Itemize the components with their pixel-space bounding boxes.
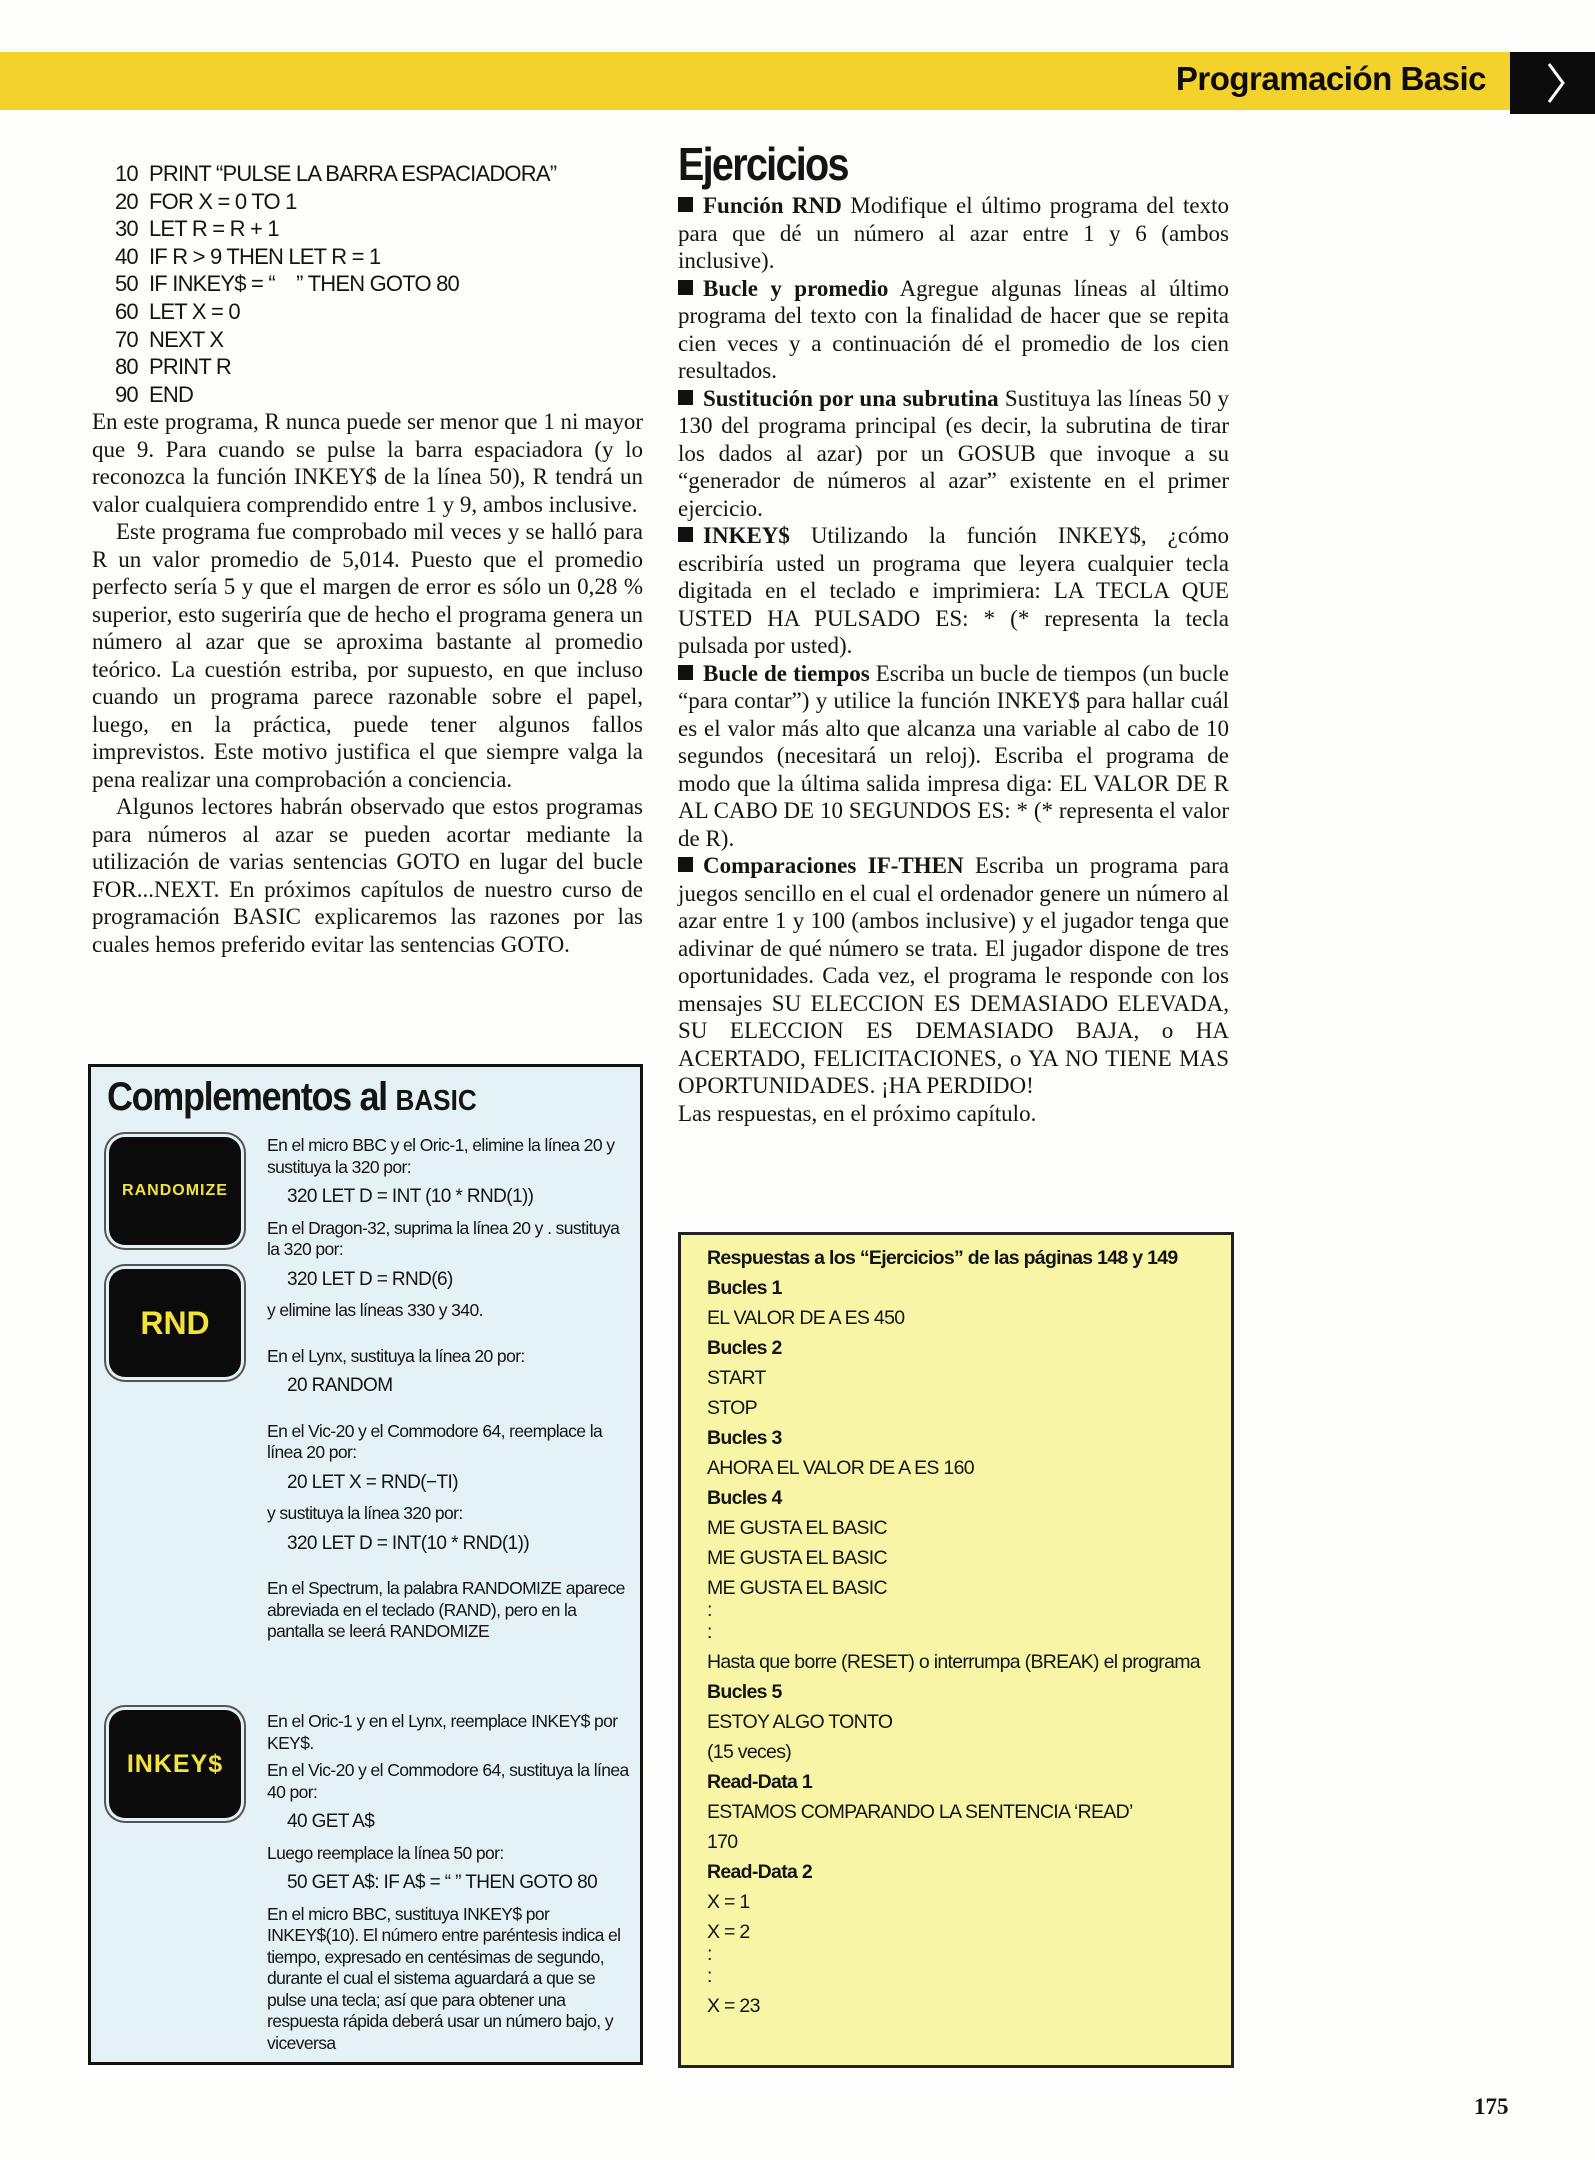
answer-line: (15 veces) — [707, 1741, 792, 1763]
section-title: Programación Basic — [1175, 60, 1486, 97]
randomize-screen-icon: RANDOMIZE — [109, 1137, 241, 1245]
exercise-item — [678, 522, 1229, 660]
instruction-text: En el Dragon-32, suprima la línea 20 y . sustituya la 320 por: — [267, 1217, 620, 1259]
instruction-text: En el Oric-1 y en el Lynx, reemplace INKEY$ por KEY$. — [267, 1711, 618, 1753]
code-line: 320 LET D = INT (10 * RND(1)) — [287, 1186, 534, 1207]
statement: PRINT “PULSE LA BARRA ESPACIADORA” — [149, 161, 557, 186]
answer-line: : — [707, 1943, 712, 1965]
code-line — [115, 160, 643, 188]
complementos-box — [88, 1064, 643, 2065]
exercise-title: Bucle de tiempos — [703, 660, 870, 686]
bullet-square-icon — [678, 527, 693, 542]
complementos-instructions-2 — [267, 1705, 632, 2054]
code-line — [115, 215, 643, 243]
answer-line: : — [707, 1965, 712, 1987]
left-column — [92, 160, 643, 958]
exercise-item — [678, 660, 1229, 853]
answer-line: : — [707, 1599, 712, 1621]
answer-line: X = 2 — [707, 1921, 750, 1943]
paragraph: Este programa fue comprobado mil veces y se halló para R un valor promedio de 5,014. Puesto que el promedio perfecto sería 5 y que el margen de error es sólo un 0,28 % superior, esto sugeriría que de hecho el programa genera un número al azar que se aproxima bastante al promedio teórico. La cuestión estriba, por supuesto, en que incluso cuando un programa parece razonable sobre el papel, luego, en la práctica, puede tener algunos fallos imprevistos. Este motivo justifica el que siempre valga la pena realizar una comprobación a conciencia. — [92, 519, 643, 792]
instruction-text: En el Spectrum, la palabra RANDOMIZE aparece abreviada en el teclado (RAND), pero en la pantalla se leerá RANDOMIZE — [267, 1578, 625, 1641]
instruction-text: En el micro BBC y el Oric-1, elimine la línea 20 y sustituya la 320 por: — [267, 1135, 615, 1177]
code-line — [115, 270, 643, 298]
paragraph: Algunos lectores habrán observado que estos programas para números al azar se pueden acortar mediante la utilización de varias sentencias GOTO en lugar del bucle FOR...NEXT. En próximos capítulos de nuestro curso de programación BASIC explicaremos las razones por las cuales hemos preferido evitar las sentencias GOTO. — [92, 794, 643, 957]
answer-heading: Read-Data 1 — [707, 1771, 813, 1793]
answer-line: ESTOY ALGO TONTO — [707, 1711, 893, 1733]
chevron-right-icon — [1546, 62, 1566, 104]
bullet-square-icon — [678, 197, 693, 212]
paragraph: En este programa, R nunca puede ser menor que 1 ni mayor que 9. Para cuando se pulse la barra espaciadora (y lo reconozca la función INKEY$ de la línea 50), R tendrá un valor cualquiera comprendido entre 1 y 9, ambos inclusive. — [92, 409, 643, 517]
code-line — [115, 188, 643, 216]
exercise-text: Escriba un bucle de tiempos (un bucle “para contar”) y utilice la función INKEY$ para hallar cuál es el valor más alto que alcanza una variable al cabo de 10 segundos (necesitará un reloj). Escriba el programa de modo que la última salida impresa diga: EL VALOR DE R AL CABO DE 10 SEGUNDOS ES: * (* representa el valor de R). — [678, 660, 1229, 851]
exercise-text: Modifique el último programa del texto para que dé un número al azar entre 1 y 6 (ambos inclusive). — [678, 193, 1229, 273]
code-line — [115, 298, 643, 326]
answer-heading: Read-Data 2 — [707, 1861, 813, 1883]
answer-line: ME GUSTA EL BASIC — [707, 1577, 887, 1599]
code-line: 50 GET A$: IF A$ = “ ” THEN GOTO 80 — [287, 1872, 598, 1893]
code-line — [115, 353, 643, 381]
exercise-title: Comparaciones IF-THEN — [703, 853, 964, 878]
exercise-text: Escriba un programa para juegos sencillo en el cual el ordenador genere un número al azar entre 1 y 100 (ambos inclusive) y el jugador tenga que adivinar de qué número se trata. El jugador dispone de tres oportunidades. Cada vez, el programa le responde con los mensajes SU ELECCION ES DEMASIADO ELEVADA, SU ELECCION ES DEMASIADO BAJA, o HA ACERTADO, FELICITACIONES, o YA NO TIENE MAS OPORTUNIDADES. ¡HA PERDIDO! — [678, 853, 1229, 1098]
instruction-text: y elimine las líneas 330 y 340. — [267, 1300, 483, 1320]
code-line: 320 LET D = INT(10 * RND(1)) — [287, 1532, 530, 1554]
statement: IF INKEY$ = “ ” THEN GOTO 80 — [149, 271, 459, 297]
line-number: 80 — [115, 354, 138, 380]
statement: PRINT R — [149, 354, 232, 380]
instruction-text: En el Vic-20 y el Commodore 64, sustituya la línea 40 por: — [267, 1760, 629, 1802]
exercise-text: Agregue algunas líneas al último programa del texto con la finalidad de hacer que se repita cien veces y a continuación dé el promedio de los cien resultados. — [678, 275, 1230, 383]
exercise-item — [678, 385, 1229, 523]
answer-line: STOP — [707, 1397, 757, 1419]
code-line — [115, 326, 643, 354]
complementos-title: Complementos al BASIC — [107, 1075, 477, 1119]
answer-line: X = 23 — [707, 1995, 760, 2017]
exercise-item — [678, 852, 1229, 1100]
code-line: 20 RANDOM — [287, 1375, 393, 1396]
line-number: 70 — [115, 326, 138, 352]
line-number: 90 — [115, 381, 138, 407]
exercise-text: Utilizando la función INKEY$, ¿cómo escribiría usted un programa que leyera cualquier tecla digitada en el teclado e imprimiera: LA TECLA QUE USTED HA PULSADO ES: * (* representa la tecla pulsada por usted). — [678, 523, 1229, 658]
instruction-text: En el Vic-20 y el Commodore 64, reemplace la línea 20 por: — [267, 1420, 603, 1462]
answer-line: : — [707, 1621, 712, 1643]
line-number: 50 — [115, 271, 138, 297]
line-number: 40 — [115, 243, 138, 269]
complementos-instructions-1 — [267, 1129, 632, 1643]
rnd-screen-icon: RND — [109, 1269, 241, 1377]
code-line: 40 GET A$ — [287, 1811, 375, 1832]
answer-line: EL VALOR DE A ES 450 — [707, 1307, 905, 1329]
answer-line: Hasta que borre (RESET) o interrumpa (BREAK) el programa — [707, 1651, 1200, 1673]
exercise-title: Bucle y promedio — [703, 275, 889, 301]
statement: FOR X = 0 TO 1 — [149, 188, 297, 214]
answer-line: AHORA EL VALOR DE A ES 160 — [707, 1457, 974, 1479]
bullet-square-icon — [678, 280, 693, 295]
next-page-tab — [1510, 52, 1595, 114]
exercise-title: Función RND — [703, 193, 842, 218]
statement: NEXT X — [149, 326, 224, 352]
statement: END — [149, 381, 194, 407]
answers-box — [678, 1232, 1234, 2068]
body-text — [92, 408, 643, 958]
answer-line: ME GUSTA EL BASIC — [707, 1517, 887, 1539]
bullet-square-icon — [678, 665, 693, 680]
instruction-text: En el Lynx, sustituya la línea 20 por: — [267, 1345, 525, 1366]
answer-heading: Bucles 3 — [707, 1427, 782, 1449]
answer-line: ESTAMOS COMPARANDO LA SENTENCIA ‘READ’ — [707, 1801, 1133, 1823]
answer-heading: Bucles 4 — [707, 1487, 782, 1509]
line-number: 20 — [115, 188, 138, 214]
line-number: 60 — [115, 298, 138, 324]
answer-line: X = 1 — [707, 1891, 750, 1913]
exercise-list — [678, 192, 1229, 1100]
statement: LET R = R + 1 — [149, 216, 279, 242]
section-header-bar — [0, 52, 1510, 110]
instruction-text: En el micro BBC, sustituya INKEY$ por INKEY$(10). El número entre paréntesis indica el tiempo, expresado en centésimas de segundo, durante el cual el sistema aguardará a que se pulse una tecla; así que para obtener una respuesta rápida deberá usar un número bajo, y viceversa — [267, 1903, 621, 2053]
answer-line: START — [707, 1367, 766, 1389]
code-line — [115, 243, 643, 271]
instruction-text: Luego reemplace la línea 50 por: — [267, 1842, 504, 1863]
code-line: 320 LET D = RND(6) — [287, 1268, 453, 1290]
answer-heading: Respuestas a los “Ejercicios” de las páginas 148 y 149 — [707, 1247, 1178, 1269]
exercise-title: INKEY$ — [703, 523, 790, 548]
answer-heading: Bucles 2 — [707, 1337, 782, 1359]
ejercicios-heading: Ejercicios — [678, 138, 848, 190]
code-line: 20 LET X = RND(−TI) — [287, 1471, 458, 1493]
instruction-text: y sustituya la línea 320 por: — [267, 1503, 463, 1523]
code-line — [115, 381, 643, 409]
inkeys-screen-icon: INKEY$ — [109, 1710, 241, 1818]
closing-note: Las respuestas, en el próximo capítulo. — [678, 1100, 1037, 1126]
bullet-square-icon — [678, 857, 693, 872]
line-number: 30 — [115, 216, 138, 242]
page-number: 175 — [1474, 2094, 1509, 2119]
exercise-title: Sustitución por una subrutina — [703, 385, 999, 411]
answers-list — [707, 1243, 1200, 2021]
statement: IF R > 9 THEN LET R = 1 — [149, 243, 381, 269]
answer-heading: Bucles 1 — [707, 1277, 782, 1299]
exercise-item — [678, 275, 1229, 385]
right-column — [678, 138, 1229, 1127]
line-number: 10 — [115, 161, 138, 186]
exercise-text: Sustituya las líneas 50 y 130 del programa principal (es decir, la subrutina de tirar los dados al azar) por un GOSUB que invoque a su “generador de números al azar” existente en el primer ejercicio. — [678, 385, 1229, 521]
answer-line: 170 — [707, 1831, 738, 1853]
bullet-square-icon — [678, 390, 693, 405]
answer-line: ME GUSTA EL BASIC — [707, 1547, 887, 1569]
code-listing — [92, 160, 643, 408]
statement: LET X = 0 — [149, 298, 240, 324]
exercise-item — [678, 192, 1229, 275]
answer-heading: Bucles 5 — [707, 1681, 782, 1703]
